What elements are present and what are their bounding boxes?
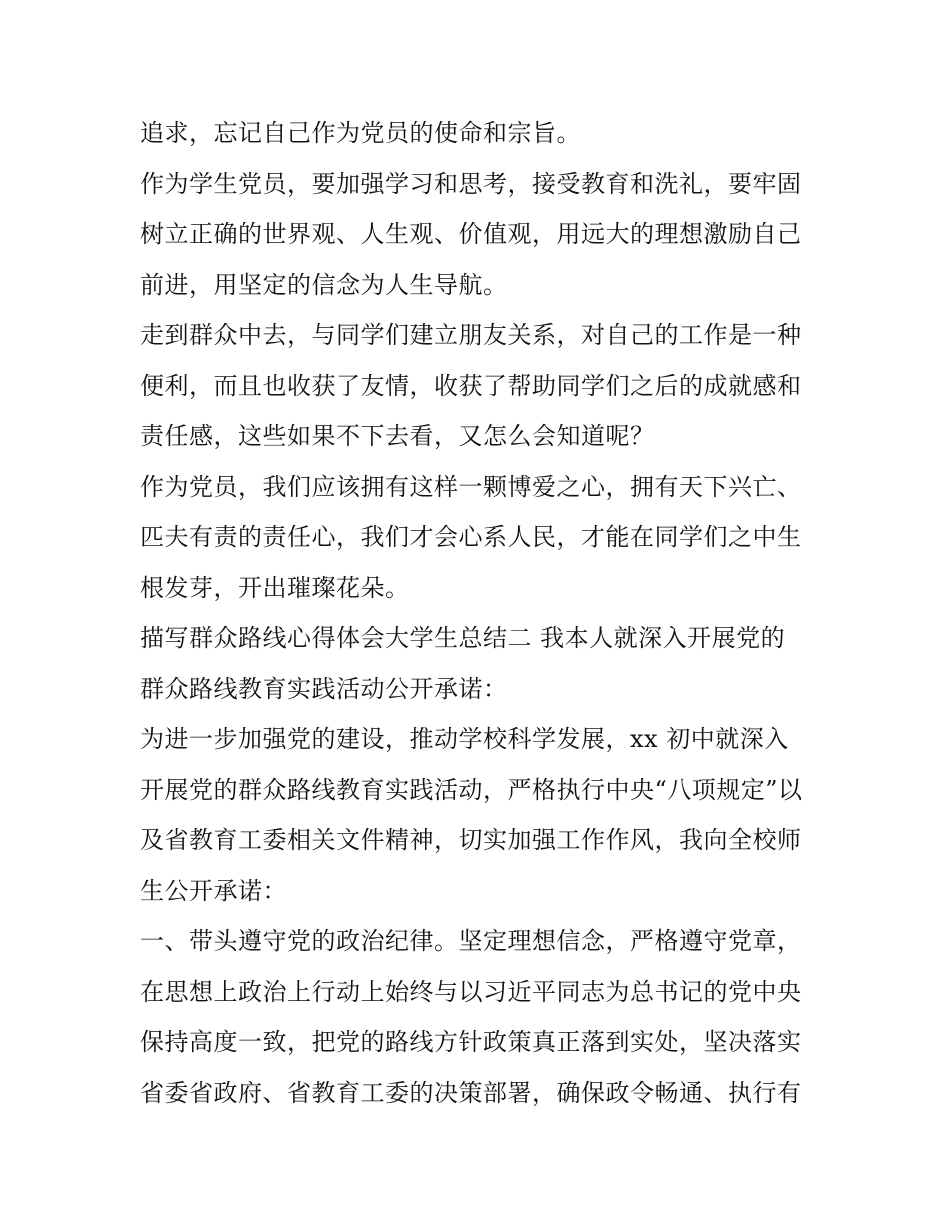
text-line: 群众路线教育实践活动公开承诺： [140, 674, 508, 703]
text-line: 作为学生党员，要加强学习和思考，接受教育和洗礼，要牢固 [140, 169, 802, 198]
text-line: 根发芽，开出璀璨花朵。 [140, 573, 410, 602]
text-line: 描写群众路线心得体会大学生总结二 我本人就深入开展党的 [140, 624, 786, 652]
text-line: 省委省政府、省教育工委的决策部署，确保政令畅通、执行有 [140, 1078, 802, 1107]
text-line: 开展党的群众路线教育实践活动，严格执行中央“八项规定”以 [140, 775, 803, 804]
text-line: 为进一步加强党的建设，推动学校科学发展，xx 初中就深入 [140, 725, 789, 753]
document-body [140, 108, 820, 1118]
text-line: 生公开承诺： [140, 876, 287, 905]
text-line: 一、带头遵守党的政治纪律。坚定理想信念，严格遵守党章， [140, 927, 802, 955]
text-line: 作为党员，我们应该拥有这样一颗博爱之心，拥有天下兴亡、 [140, 472, 802, 501]
text-line: 前进，用坚定的信念为人生导航。 [140, 270, 508, 299]
text-line: 便利，而且也收获了友情，收获了帮助同学们之后的成就感和 [140, 371, 802, 400]
text-line: 匹夫有责的责任心，我们才会心系人民，才能在同学们之中生 [140, 523, 802, 551]
text-line: 走到群众中去，与同学们建立朋友关系，对自己的工作是一种 [140, 321, 802, 349]
text-line: 及省教育工委相关文件精神，切实加强工作作风，我向全校师 [140, 826, 802, 854]
text-line: 树立正确的世界观、人生观、价值观，用远大的理想激励自己 [140, 220, 802, 248]
text-line: 在思想上政治上行动上始终与以习近平同志为总书记的党中央 [140, 977, 802, 1006]
text-line: 责任感，这些如果不下去看，又怎么会知道呢？ [140, 422, 655, 450]
text-line: 追求，忘记自己作为党员的使命和宗旨。 [140, 119, 581, 147]
text-line: 保持高度一致，把党的路线方针政策真正落到实处，坚决落实 [140, 1028, 802, 1056]
